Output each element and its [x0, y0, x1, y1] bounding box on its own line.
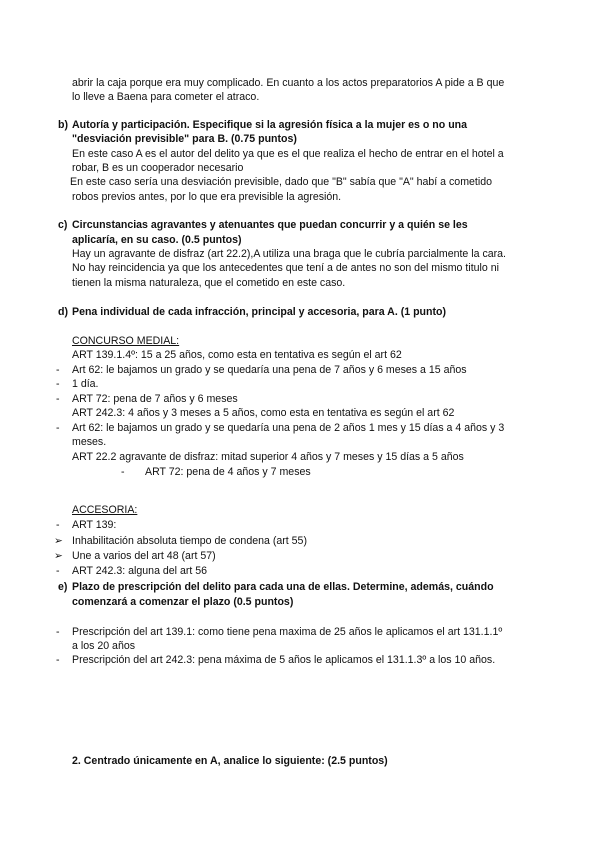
concurso-line-7: meses. [72, 436, 107, 448]
prescripcion-line-1: Prescripción del art 139.1: como tiene pena maxima de 25 años le aplicamos el art 131.1.1º [72, 626, 503, 638]
dash-marker: - [56, 519, 60, 531]
section-c-heading-1: Circunstancias agravantes y atenuantes que puedan concurrir y a quién se les [72, 219, 468, 231]
arrow-bullet-icon: ➢ [54, 550, 63, 562]
section-c-body-2: No hay reincidencia ya que los antecedentes que tení a de antes no son del mismo titulo ni [72, 262, 499, 274]
accesoria-line-1: ART 139: [72, 519, 117, 531]
section-c-body-1: Hay un agravante de disfraz (art 22.2),A utiliza una braga que le cubría parcialmente la cara. [72, 248, 507, 260]
accesoria-line-2: Inhabilitación absoluta tiempo de condena (art 55) [72, 535, 307, 547]
section-b-body-3: En este caso sería una desviación previsible, dado que "B" sabía que "A" habí a cometido [70, 176, 492, 188]
section-b-letter: b) [58, 119, 68, 131]
concurso-line-6: Art 62: le bajamos un grado y se quedaría una pena de 2 años 1 mes y 15 días a 4 años y 3 [72, 422, 505, 434]
section-d-letter: d) [58, 306, 68, 318]
concurso-line-8: ART 22.2 agravante de disfraz: mitad superior 4 años y 7 meses y 15 días a 5 años [72, 451, 464, 463]
section-c-heading-2: aplicaría, en su caso. (0.5 puntos) [72, 234, 242, 246]
prescripcion-line-3: Prescripción del art 242.3: pena máxima de 5 años le aplicamos el 131.1.3º a los 10 años. [72, 654, 496, 666]
section-b-body-1: En este caso A es el autor del delito ya que es el que realiza el hecho de entrar en el hotel a [72, 148, 504, 160]
concurso-line-9: ART 72: pena de 4 años y 7 meses [145, 466, 311, 478]
arrow-bullet-icon: ➢ [54, 535, 63, 547]
dash-marker: - [56, 364, 60, 376]
intro-line-1: abrir la caja porque era muy complicado. En cuanto a los actos preparatorios A pide a B que [72, 77, 505, 89]
dash-marker: - [121, 466, 125, 478]
concurso-line-1: ART 139.1.4º: 15 a 25 años, como esta en tentativa es según el art 62 [72, 349, 402, 361]
accesoria-line-3: Une a varios del art 48 (art 57) [72, 550, 216, 562]
dash-marker: - [56, 565, 60, 577]
section-c-letter: c) [58, 219, 68, 231]
concurso-line-2: Art 62: le bajamos un grado y se quedaría una pena de 7 años y 6 meses a 15 años [72, 364, 467, 376]
accesoria-title: ACCESORIA: [72, 504, 138, 516]
dash-marker: - [56, 654, 60, 666]
section-e-heading-1: Plazo de prescripción del delito para cada una de ellas. Determine, además, cuándo [72, 581, 494, 593]
section-b-heading-2: "desviación previsible" para B. (0.75 puntos) [72, 133, 297, 145]
section-b-heading-1: Autoría y participación. Especifique si la agresión física a la mujer es o no una [72, 119, 468, 131]
section-b-body-2: robar, B es un cooperador necesario [72, 162, 244, 174]
accesoria-line-4: ART 242.3: alguna del art 56 [72, 565, 208, 577]
concurso-medial-title: CONCURSO MEDIAL: [72, 335, 180, 347]
concurso-line-5: ART 242.3: 4 años y 3 meses a 5 años, como esta en tentativa es según el art 62 [72, 407, 455, 419]
section-d-heading: Pena individual de cada infracción, principal y accesoria, para A. (1 punto) [72, 306, 447, 318]
section-e-heading-2: comenzará a comenzar el plazo (0.5 puntos) [72, 596, 294, 608]
section-2-heading: 2. Centrado únicamente en A, analice lo siguiente: (2.5 puntos) [72, 755, 388, 767]
section-e-letter: e) [58, 581, 68, 593]
concurso-line-4: ART 72: pena de 7 años y 6 meses [72, 393, 238, 405]
dash-marker: - [56, 378, 60, 390]
section-c-body-3: tienen la misma naturaleza, que el cometido en este caso. [72, 277, 346, 289]
intro-line-2: lo lleve a Baena para cometer el atraco. [72, 91, 260, 103]
dash-marker: - [56, 393, 60, 405]
dash-marker: - [56, 422, 60, 434]
prescripcion-line-2: a los 20 años [72, 640, 136, 652]
section-b-body-4: robos previos antes, por lo que era previsible la agresión. [72, 191, 342, 203]
concurso-line-3: 1 día. [72, 378, 99, 390]
dash-marker: - [56, 626, 60, 638]
